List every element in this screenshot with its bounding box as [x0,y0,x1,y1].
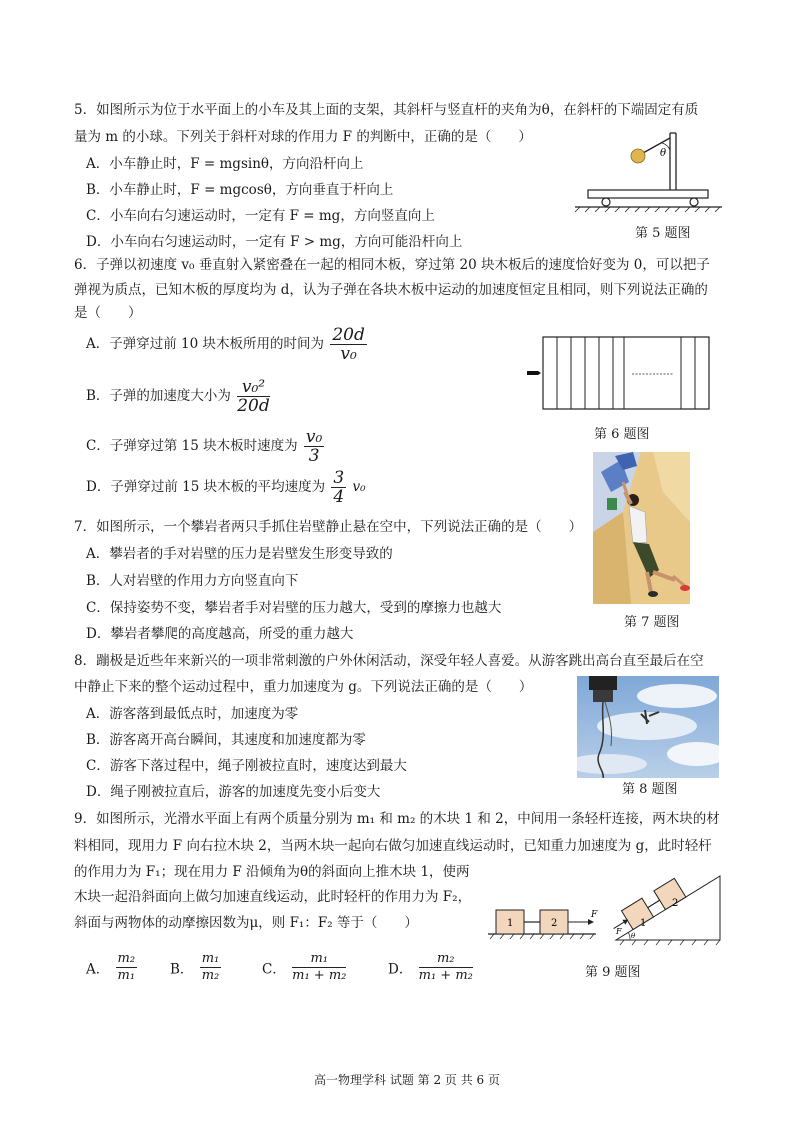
q5-cart-figure [570,128,730,213]
q5-stem-line1: 5．如图所示为位于水平面上的小车及其上面的支架，其斜杆与竖直杆的夹角为θ，在斜杆的下端固定有质 [74,102,699,118]
q9-option-d-denominator: m₁ + m₂ [418,968,473,983]
q8-option-b: B．游客离开高台瞬间，其速度和加速度都为零 [86,732,366,748]
q8-figure-caption: 第 8 题图 [622,782,678,797]
q8-stem-line1: 8．蹦极是近些年来新兴的一项非常刺激的户外休闲活动，深受年轻人喜爱。从游客跳出高台直至最后在空 [74,653,704,669]
q8-bungee-photo [577,676,719,778]
q9-stem-line5: 斜面与两物体的动摩擦因数为μ，则 F₁：F₂ 等于（ ） [74,915,418,931]
q6-option-a-numerator: 20d [332,325,365,345]
q6-option-c-text: C．子弹穿过第 15 块木板时速度为 [86,438,298,454]
q7-stem: 7．如图所示，一个攀岩者两只手抓住岩壁静止悬在空中，下列说法正确的是（ ） [74,519,583,535]
q6-option-b [86,374,272,418]
q9-option-c-label: C． [262,961,286,978]
page-footer: 高一物理学科 试题 第 2 页 共 6 页 [314,1073,500,1087]
q5-option-a: A．小车静止时，F = mgsinθ，方向沿杆向上 [86,156,364,172]
q6-option-a [86,322,369,366]
q9-stem-line1: 9．如图所示，光滑水平面上有两个质量分别为 m₁ 和 m₂ 的木块 1 和 2，中间用一条轻杆连接，两木块的材 [74,811,720,827]
q9-stem-line3: 的作用力为 F₁；现在用力 F 沿倾角为θ的斜面向上推木块 1，使两 [74,864,470,880]
q7-option-d: D．攀岩者攀爬的高度越高，所受的重力越大 [86,626,354,642]
q5-theta-label: θ [660,148,667,159]
q7-climber-photo [593,452,690,604]
q6-option-a-text: A．子弹穿过前 10 块木板所用的时间为 [86,336,325,352]
q7-figure-caption: 第 7 题图 [624,615,680,630]
q9-option-b-numerator: m₁ [201,951,220,966]
q9-option-d-numerator: m₂ [419,951,473,968]
q9-option-c-numerator: m₁ [292,951,346,968]
q6-option-d-text: D．子弹穿过前 15 块木板的平均速度为 [86,479,326,495]
q6-option-c-numerator: v₀ [305,427,323,447]
q9-option-a [86,951,139,984]
q6-stem-line1: 6．子弹以初速度 v₀ 垂直射入紧密叠在一起的相同木板，穿过第 20 块木板后的速度恰好变为 0，可以把子 [74,257,710,273]
q9-stem-line4: 木块一起沿斜面向上做匀加速直线运动，此时轻杆的作用力为 F₂， [74,889,472,905]
q6-option-d [86,465,366,509]
q5-stem-line2: 量为 m 的小球。下列关于斜杆对球的作用力 F 的判断中，正确的是（ ） [74,129,532,145]
q9-option-d [388,951,475,984]
q7-option-b: B．人对岩壁的作用力方向竖直向下 [86,573,299,589]
q9-block1-label-flat: 1 [507,918,514,929]
q8-option-a: A．游客落到最低点时，加速度为零 [86,706,299,722]
q5-option-c: C．小车向右匀速运动时，一定有 F = mg，方向竖直向上 [86,208,435,224]
q9-force-label-incline: F [616,927,622,936]
q9-option-a-numerator: m₂ [117,951,136,966]
q7-option-c: C．保持姿势不变，攀岩者手对岩壁的压力越大，受到的摩擦力也越大 [86,600,502,616]
q9-option-b-label: B． [170,961,194,978]
q9-option-d-label: D． [388,961,413,978]
q6-option-d-tail: v₀ [352,479,366,495]
q5-figure-caption: 第 5 题图 [635,226,691,241]
q6-option-d-denominator: 4 [333,487,345,507]
q9-option-b-denominator: m₂ [201,968,220,983]
q6-figure-caption: 第 6 题图 [594,427,650,442]
q6-option-b-text: B．子弹的加速度大小为 [86,388,231,404]
q9-force-label-flat: F [591,910,598,920]
q6-option-c [86,424,326,468]
q9-option-b [170,951,223,984]
q9-option-a-label: A． [86,961,110,978]
q8-option-c: C．游客下落过程中，绳子刚被拉直时，速度达到最大 [86,758,407,774]
q9-block2-label-flat: 2 [551,918,558,929]
q9-blocks-figure [484,862,724,946]
q6-stem-line2: 弹视为质点，已知木板的厚度均为 d，认为子弹在各块木板中运动的加速度恒定且相同，则下列说法正确的 [74,282,708,298]
q6-option-c-denominator: 3 [308,446,320,466]
q6-option-d-numerator: 3 [333,468,345,488]
q6-option-a-denominator: v₀ [340,344,357,364]
q8-stem-line2: 中静止下来的整个运动过程中，重力加速度为 g。下列说法正确的是（ ） [74,679,533,695]
q9-figure-caption: 第 9 题图 [585,965,641,980]
q6-option-b-denominator: 20d [237,396,270,416]
q9-stem-line2: 料相同，现用力 F 向右拉木块 2，当两木块一起向右做匀加速直线运动时，已知重力加速度为 g，此时轻杆 [74,838,712,854]
q5-option-b: B．小车静止时，F = mgcosθ，方向垂直于杆向上 [86,182,394,198]
q5-option-d: D．小车向右匀速运动时，一定有 F > mg，方向可能沿杆向上 [86,234,463,250]
q9-option-c [262,951,348,984]
q7-option-a: A．攀岩者的手对岩壁的压力是岩壁发生形变导致的 [86,546,393,562]
q9-block1-label-incline: 1 [640,918,647,929]
q9-block2-label-incline: 2 [672,898,679,909]
q8-option-d: D．绳子刚被拉直后，游客的加速度先变小后变大 [86,784,381,800]
q6-stem-line3: 是（ ） [74,305,142,321]
q9-theta-label: θ [631,932,636,940]
q6-planks-figure [524,334,714,412]
q6-option-b-numerator: v₀² [237,378,270,397]
q9-option-a-denominator: m₁ [117,968,136,983]
q9-option-c-denominator: m₁ + m₂ [292,968,347,983]
